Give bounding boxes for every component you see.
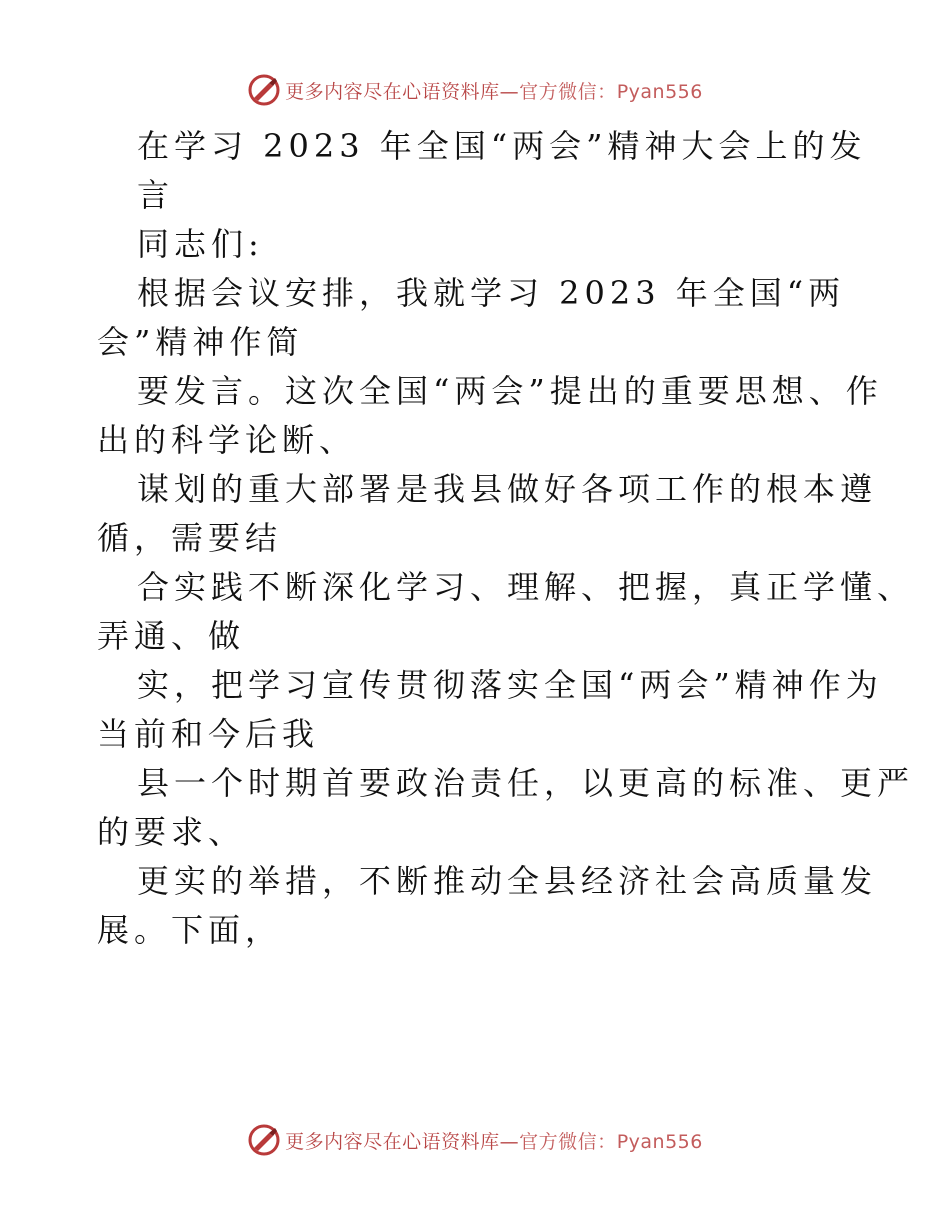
header-watermark	[0, 70, 950, 110]
watermark-text: 更多内容尽在心语资料库—官方微信：Pyan556	[285, 80, 703, 103]
paragraph-line: 合实践不断深化学习、理解、把握，真正学懂、	[137, 568, 915, 606]
paragraph	[0, 661, 950, 759]
paragraph	[0, 465, 950, 563]
paragraph-line: 更实的举措，不断推动全县经济社会高质量发	[137, 862, 878, 900]
salutation-text: 同志们:	[137, 225, 264, 263]
paragraph	[0, 857, 950, 955]
paragraph-line: 展。下面，	[97, 911, 283, 949]
paragraph	[0, 367, 950, 465]
paragraph-line: 谋划的重大部署是我县做好各项工作的根本遵	[137, 470, 878, 508]
paragraph-line: 的要求、	[97, 813, 246, 851]
paragraph	[0, 563, 950, 661]
paragraph-line: 实，把学习宣传贯彻落实全国“两会”精神作为	[137, 666, 883, 704]
brush-logo-icon	[247, 73, 281, 107]
paragraph-line: 循，需要结	[97, 519, 283, 557]
paragraph-line: 出的科学论断、	[97, 421, 357, 459]
paragraph-line: 县一个时期首要政治责任，以更高的标准、更严	[137, 764, 915, 802]
document-body	[0, 122, 950, 955]
salutation	[0, 220, 950, 269]
brush-logo-icon	[247, 1123, 281, 1157]
watermark-text: 更多内容尽在心语资料库—官方微信：Pyan556	[285, 1130, 703, 1153]
footer-watermark	[0, 1120, 950, 1160]
document-title	[0, 122, 950, 220]
paragraph-line: 会”精神作简	[97, 323, 304, 361]
paragraph-line: 要发言。这次全国“两会”提出的重要思想、作	[137, 372, 883, 410]
paragraph-line: 根据会议安排，我就学习 2023 年全国“两	[137, 274, 846, 312]
title-line: 在学习 2023 年全国“两会”精神大会上的发	[137, 127, 867, 165]
paragraph-line: 弄通、做	[97, 617, 246, 655]
title-line: 言	[137, 176, 175, 214]
paragraph	[0, 759, 950, 857]
paragraph-line: 当前和今后我	[97, 715, 320, 753]
paragraph	[0, 269, 950, 367]
